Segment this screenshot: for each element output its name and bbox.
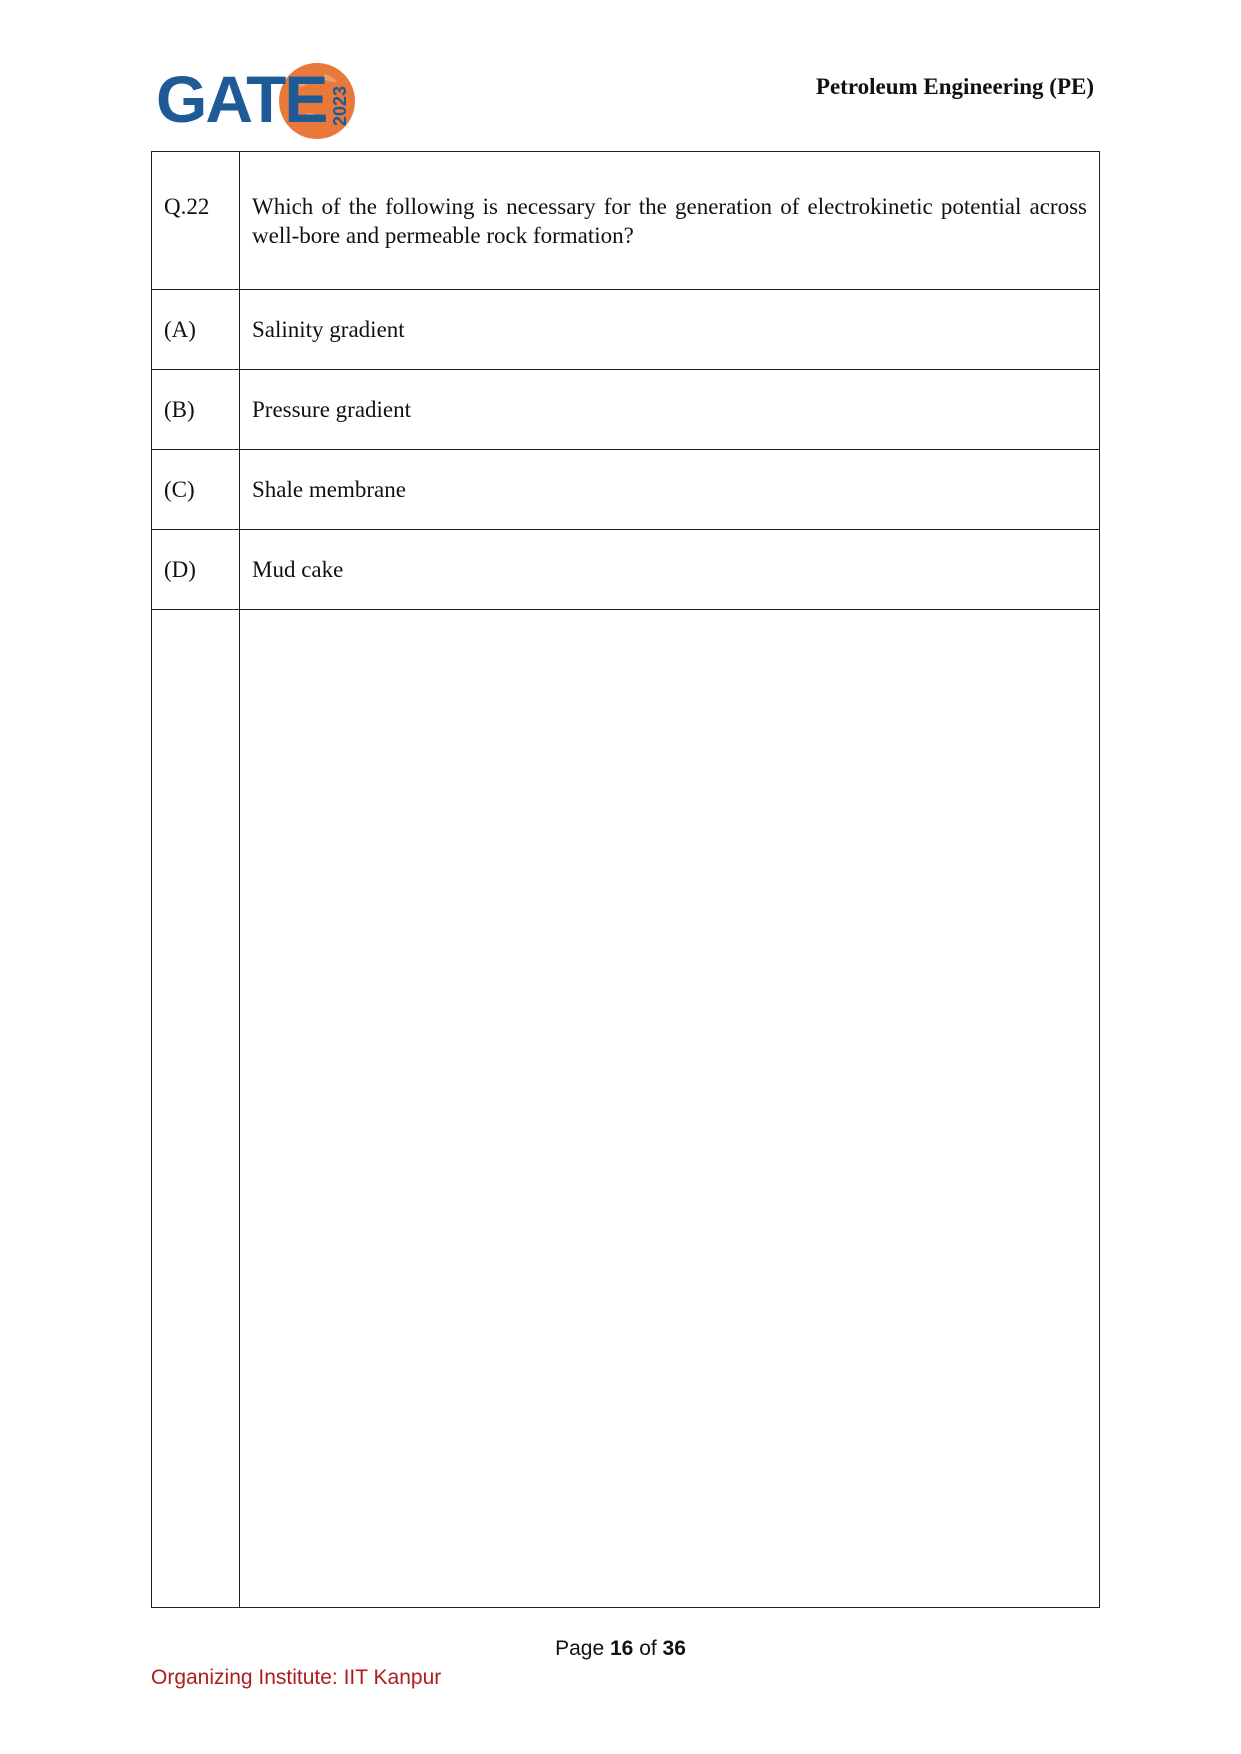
gate-2023-logo (156, 62, 356, 140)
blank-cell-left (152, 610, 240, 1608)
page-total: 36 (662, 1637, 686, 1660)
logo-gate-text: GATE (156, 62, 327, 136)
blank-cell-right (240, 610, 1100, 1608)
option-row-d (152, 530, 1100, 610)
option-text: Mud cake (240, 530, 1100, 610)
question-number: Q.22 (152, 152, 240, 290)
organizing-institute: Organizing Institute: IIT Kanpur (151, 1666, 442, 1689)
page-of: of (639, 1637, 657, 1660)
page-number (0, 1637, 1241, 1661)
question-text: Which of the following is necessary for the generation of electrokinetic potential across well-bore and permeable rock formation? (240, 152, 1100, 290)
question-row (152, 152, 1100, 290)
option-label: (B) (152, 370, 240, 450)
page-current: 16 (609, 1637, 634, 1660)
logo-year-text: 2023 (330, 85, 350, 126)
option-text: Shale membrane (240, 450, 1100, 530)
option-row-c (152, 450, 1100, 530)
page-prefix: Page (555, 1637, 605, 1660)
option-row-a (152, 290, 1100, 370)
option-text: Salinity gradient (240, 290, 1100, 370)
option-label: (C) (152, 450, 240, 530)
blank-workspace-row (152, 610, 1100, 1608)
option-row-b (152, 370, 1100, 450)
subject-title: Petroleum Engineering (PE) (815, 74, 1094, 99)
option-text: Pressure gradient (240, 370, 1100, 450)
option-label: (D) (152, 530, 240, 610)
option-label: (A) (152, 290, 240, 370)
question-table (151, 151, 1100, 1608)
